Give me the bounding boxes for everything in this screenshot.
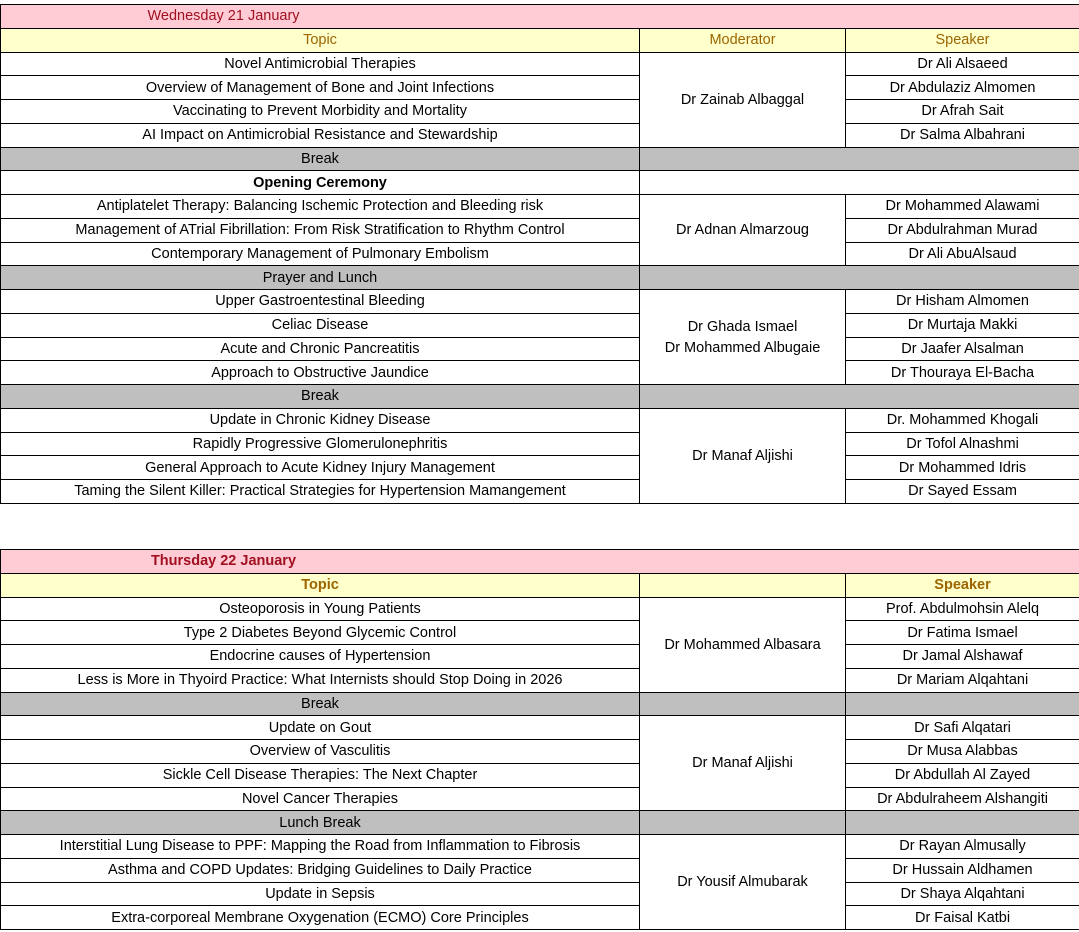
speaker-cell: Dr Mohammed Alawami — [846, 195, 1079, 219]
topic-cell: Type 2 Diabetes Beyond Glycemic Control — [1, 621, 640, 645]
session-row — [1, 432, 1079, 456]
thursday-schedule-table — [0, 549, 1079, 930]
topic-header: Topic — [1, 573, 640, 597]
session-row — [1, 835, 1079, 859]
moderator-cell: Dr Adnan Almarzoug — [640, 195, 846, 266]
break-label: Break — [1, 692, 640, 716]
speaker-cell: Dr Rayan Almusally — [846, 835, 1079, 859]
speaker-cell: Prof. Abdulmohsin Alelq — [846, 597, 1079, 621]
moderator-cell: Dr Yousif Almubarak — [640, 835, 846, 930]
moderator-cell: Dr Mohammed Albasara — [640, 597, 846, 692]
session-row — [1, 621, 1079, 645]
topic-cell: Update in Chronic Kidney Disease — [1, 408, 640, 432]
topic-cell: Management of ATrial Fibrillation: From Risk Stratification to Rhythm Control — [1, 218, 640, 242]
speaker-cell: Dr Jamal Alshawaf — [846, 645, 1079, 669]
day-title-row — [1, 5, 1079, 29]
session-row — [1, 882, 1079, 906]
speaker-cell: Dr Abdulraheem Alshangiti — [846, 787, 1079, 811]
session-row — [1, 763, 1079, 787]
speaker-cell: Dr Faisal Katbi — [846, 906, 1079, 930]
topic-cell: Extra-corporeal Membrane Oxygenation (ECMO) Core Principles — [1, 906, 640, 930]
opening-ceremony-label: Opening Ceremony — [1, 171, 640, 195]
moderator-cell: Dr Manaf Aljishi — [640, 408, 846, 503]
session-row — [1, 313, 1079, 337]
speaker-cell: Dr Hisham Almomen — [846, 290, 1079, 314]
speaker-cell: Dr Mohammed Idris — [846, 456, 1079, 480]
topic-cell: Antiplatelet Therapy: Balancing Ischemic Protection and Bleeding risk — [1, 195, 640, 219]
topic-cell: Vaccinating to Prevent Morbidity and Mortality — [1, 100, 640, 124]
speaker-cell: Dr Abdulrahman Murad — [846, 218, 1079, 242]
speaker-cell: Dr Thouraya El-Bacha — [846, 361, 1079, 385]
break-row — [1, 147, 1079, 171]
speaker-cell: Dr Abdulaziz Almomen — [846, 76, 1079, 100]
moderator-cell — [640, 290, 846, 385]
topic-cell: Update on Gout — [1, 716, 640, 740]
wednesday-schedule-table — [0, 4, 1079, 504]
speaker-header: Speaker — [846, 573, 1079, 597]
topic-cell: Update in Sepsis — [1, 882, 640, 906]
topic-cell: Interstitial Lung Disease to PPF: Mapping the Road from Inflammation to Fibrosis — [1, 835, 640, 859]
speaker-cell: Dr Abdullah Al Zayed — [846, 763, 1079, 787]
opening-row — [1, 171, 1079, 195]
topic-cell: General Approach to Acute Kidney Injury Management — [1, 456, 640, 480]
topic-cell: Upper Gastroentestinal Bleeding — [1, 290, 640, 314]
moderator-cell: Dr Manaf Aljishi — [640, 716, 846, 811]
speaker-cell: Dr Safi Alqatari — [846, 716, 1079, 740]
session-row — [1, 76, 1079, 100]
speaker-cell: Dr Musa Alabbas — [846, 740, 1079, 764]
session-row — [1, 408, 1079, 432]
session-row — [1, 480, 1079, 504]
session-row — [1, 787, 1079, 811]
break-label: Prayer and Lunch — [1, 266, 640, 290]
session-row — [1, 740, 1079, 764]
break-row — [1, 692, 1079, 716]
session-row — [1, 716, 1079, 740]
session-row — [1, 645, 1079, 669]
break-row — [1, 811, 1079, 835]
break-row — [1, 385, 1079, 409]
topic-cell: Sickle Cell Disease Therapies: The Next Chapter — [1, 763, 640, 787]
session-row — [1, 195, 1079, 219]
day-title: Thursday 22 January — [150, 553, 297, 570]
topic-header: Topic — [1, 28, 640, 52]
session-row — [1, 456, 1079, 480]
session-row — [1, 668, 1079, 692]
day-title: Wednesday 21 January — [147, 8, 300, 25]
break-label: Break — [1, 385, 640, 409]
break-label: Lunch Break — [1, 811, 640, 835]
speaker-cell: Dr Tofol Alnashmi — [846, 432, 1079, 456]
speaker-header: Speaker — [846, 28, 1079, 52]
session-row — [1, 218, 1079, 242]
session-row — [1, 597, 1079, 621]
moderator-cell: Dr Zainab Albaggal — [640, 52, 846, 147]
session-row — [1, 242, 1079, 266]
topic-cell: Celiac Disease — [1, 313, 640, 337]
speaker-cell: Dr Hussain Aldhamen — [846, 858, 1079, 882]
speaker-cell: Dr Ali AbuAlsaud — [846, 242, 1079, 266]
speaker-cell: Dr Fatima Ismael — [846, 621, 1079, 645]
break-row — [1, 266, 1079, 290]
session-row — [1, 100, 1079, 124]
moderator-name: Dr Ghada Ismael — [687, 318, 798, 335]
topic-cell: Less is More in Thyoird Practice: What Internists should Stop Doing in 2026 — [1, 668, 640, 692]
topic-cell: Taming the Silent Killer: Practical Strategies for Hypertension Mamangement — [1, 480, 640, 504]
day-title-row — [1, 550, 1079, 574]
session-row — [1, 361, 1079, 385]
moderator-header: Moderator — [640, 28, 846, 52]
header-row — [1, 28, 1079, 52]
session-row — [1, 337, 1079, 361]
moderator-name: Dr Mohammed Albugaie — [664, 339, 821, 356]
session-row — [1, 858, 1079, 882]
topic-cell: Contemporary Management of Pulmonary Embolism — [1, 242, 640, 266]
header-row — [1, 573, 1079, 597]
topic-cell: Approach to Obstructive Jaundice — [1, 361, 640, 385]
topic-cell: Overview of Vasculitis — [1, 740, 640, 764]
session-row — [1, 906, 1079, 930]
speaker-cell: Dr Murtaja Makki — [846, 313, 1079, 337]
topic-cell: Rapidly Progressive Glomerulonephritis — [1, 432, 640, 456]
session-row — [1, 123, 1079, 147]
session-row — [1, 290, 1079, 314]
speaker-cell: Dr Sayed Essam — [846, 480, 1079, 504]
topic-cell: Acute and Chronic Pancreatitis — [1, 337, 640, 361]
break-label: Break — [1, 147, 640, 171]
speaker-cell: Dr Ali Alsaeed — [846, 52, 1079, 76]
speaker-cell: Dr Salma Albahrani — [846, 123, 1079, 147]
topic-cell: Overview of Management of Bone and Joint Infections — [1, 76, 640, 100]
moderator-header — [640, 573, 846, 597]
session-row — [1, 52, 1079, 76]
topic-cell: Asthma and COPD Updates: Bridging Guidelines to Daily Practice — [1, 858, 640, 882]
speaker-cell: Dr Shaya Alqahtani — [846, 882, 1079, 906]
speaker-cell: Dr Afrah Sait — [846, 100, 1079, 124]
speaker-cell: Dr Mariam Alqahtani — [846, 668, 1079, 692]
topic-cell: Endocrine causes of Hypertension — [1, 645, 640, 669]
topic-cell: Novel Cancer Therapies — [1, 787, 640, 811]
topic-cell: Osteoporosis in Young Patients — [1, 597, 640, 621]
speaker-cell: Dr. Mohammed Khogali — [846, 408, 1079, 432]
speaker-cell: Dr Jaafer Alsalman — [846, 337, 1079, 361]
topic-cell: Novel Antimicrobial Therapies — [1, 52, 640, 76]
topic-cell: AI Impact on Antimicrobial Resistance and Stewardship — [1, 123, 640, 147]
